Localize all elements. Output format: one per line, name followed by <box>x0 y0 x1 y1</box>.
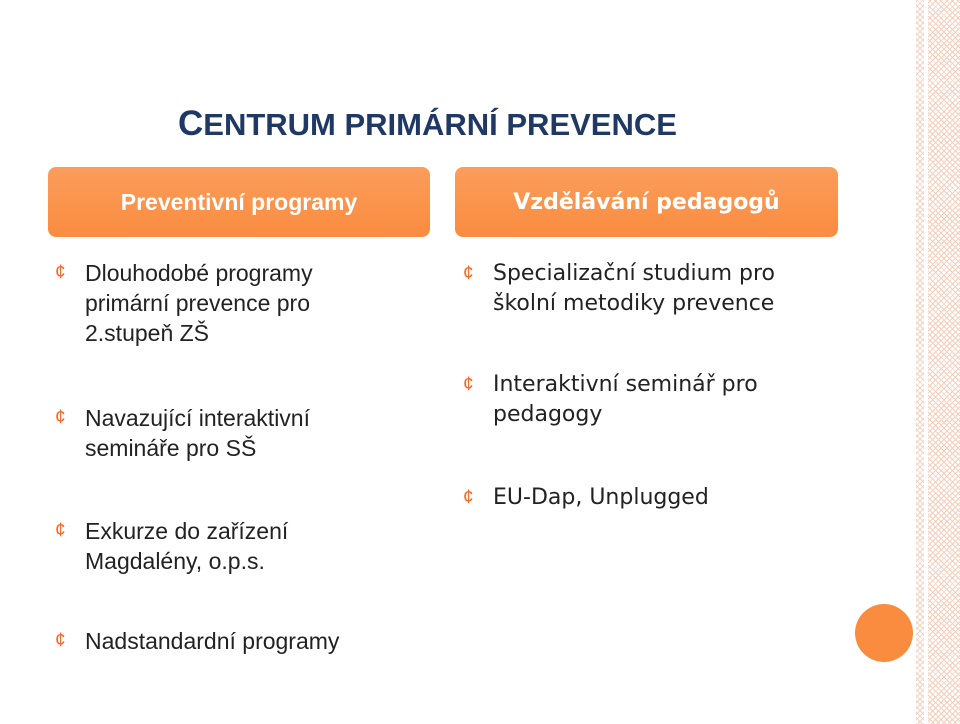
item-line: Dlouhodobé programy <box>85 260 313 286</box>
slide-title <box>178 104 677 144</box>
item-line: 2.stupeň ZŠ <box>85 320 210 346</box>
item-line: Navazující interaktivní <box>85 405 310 431</box>
item-line: Exkurze do zařízení <box>85 518 289 544</box>
bullet-icon: ¢ <box>463 263 474 284</box>
decorative-stripe <box>916 0 924 724</box>
bullet-icon: ¢ <box>463 487 474 508</box>
bullet-icon: ¢ <box>55 630 66 651</box>
list-item <box>55 516 288 576</box>
bullet-icon: ¢ <box>55 520 66 541</box>
item-line: školní metodiky prevence <box>493 291 775 316</box>
decorative-circle <box>855 604 913 662</box>
title-rest: ENTRUM PRIMÁRNÍ PREVENCE <box>203 107 677 142</box>
item-line: Interaktivní seminář pro <box>493 372 758 397</box>
right-column-header <box>455 167 838 237</box>
bullet-icon: ¢ <box>463 374 474 395</box>
item-line: Magdalény, o.p.s. <box>85 548 265 574</box>
title-first-letter: C <box>178 104 204 143</box>
list-item <box>463 483 709 513</box>
bullet-icon: ¢ <box>55 407 66 428</box>
item-line: pedagogy <box>493 402 603 427</box>
bullet-icon: ¢ <box>55 262 66 283</box>
list-item <box>55 258 313 348</box>
list-item <box>463 259 775 319</box>
left-header-label: Preventivní programy <box>120 188 358 215</box>
item-line: Specializační studium pro <box>493 261 776 286</box>
item-line: semináře pro SŠ <box>85 435 257 461</box>
list-item <box>463 370 758 430</box>
item-line: Nadstandardní programy <box>85 628 340 654</box>
item-line: EU-Dap, Unplugged <box>493 485 709 510</box>
list-item <box>55 403 310 463</box>
left-column-header <box>48 167 430 237</box>
item-line: primární prevence pro <box>85 290 310 316</box>
bottom-list-item <box>55 626 339 656</box>
right-header-label: Vzdělávání pedagogů <box>513 189 780 215</box>
decorative-stripe <box>928 0 960 724</box>
